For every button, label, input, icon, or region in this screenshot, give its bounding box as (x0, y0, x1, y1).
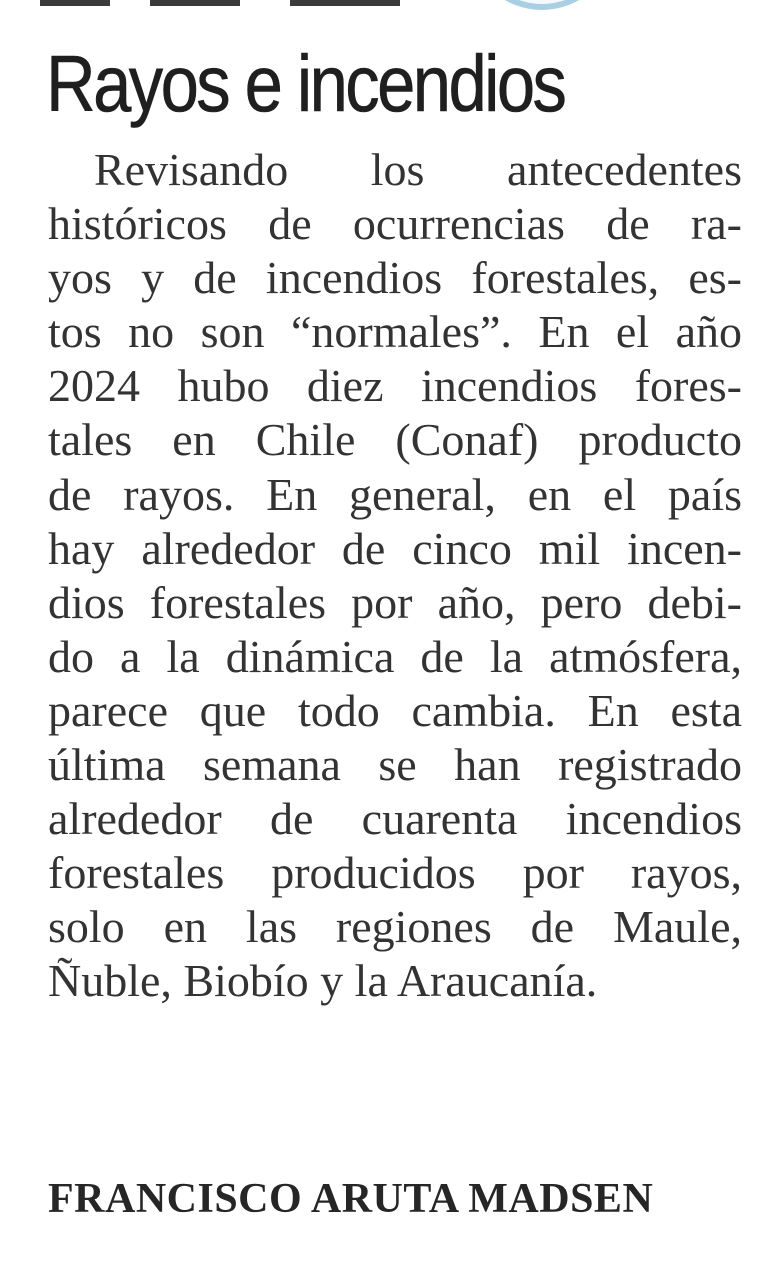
body-line: hay alrededor de cinco mil incen- (48, 522, 742, 574)
body-line: última semana se han registrado (48, 739, 742, 791)
body-line: yos y de incendios forestales, es- (48, 252, 742, 304)
top-rule-fragment (150, 0, 240, 6)
body-line: parece que todo cambia. En esta (48, 684, 742, 736)
body-line: Revisando los antecedentes (94, 144, 742, 195)
body-line: 2024 hubo diez incendios fores- (48, 360, 742, 412)
body-line: tos no son “normales”. En el año (48, 306, 742, 358)
author-signature: FRANCISCO ARUTA MADSEN (48, 1176, 654, 1222)
article-body (48, 143, 742, 1009)
body-line: dios forestales por año, pero debi- (48, 576, 742, 628)
decorative-circle (468, 0, 616, 10)
body-line: tales en Chile (Conaf) producto (48, 414, 742, 466)
top-decoration (0, 0, 780, 20)
top-rule-fragment (290, 0, 400, 6)
body-line: alrededor de cuarenta incendios (48, 793, 742, 845)
body-line: forestales producidos por rayos, (48, 847, 742, 899)
body-line: de rayos. En general, en el país (48, 468, 742, 520)
body-line: Ñuble, Biobío y la Araucanía. (48, 955, 598, 1007)
article-headline: Rayos e incendios (46, 39, 565, 128)
top-rule-fragment (40, 0, 110, 6)
body-line: históricos de ocurrencias de ra- (48, 198, 742, 250)
body-line: solo en las regiones de Maule, (48, 901, 742, 953)
body-line: do a la dinámica de la atmósfera, (48, 630, 742, 682)
